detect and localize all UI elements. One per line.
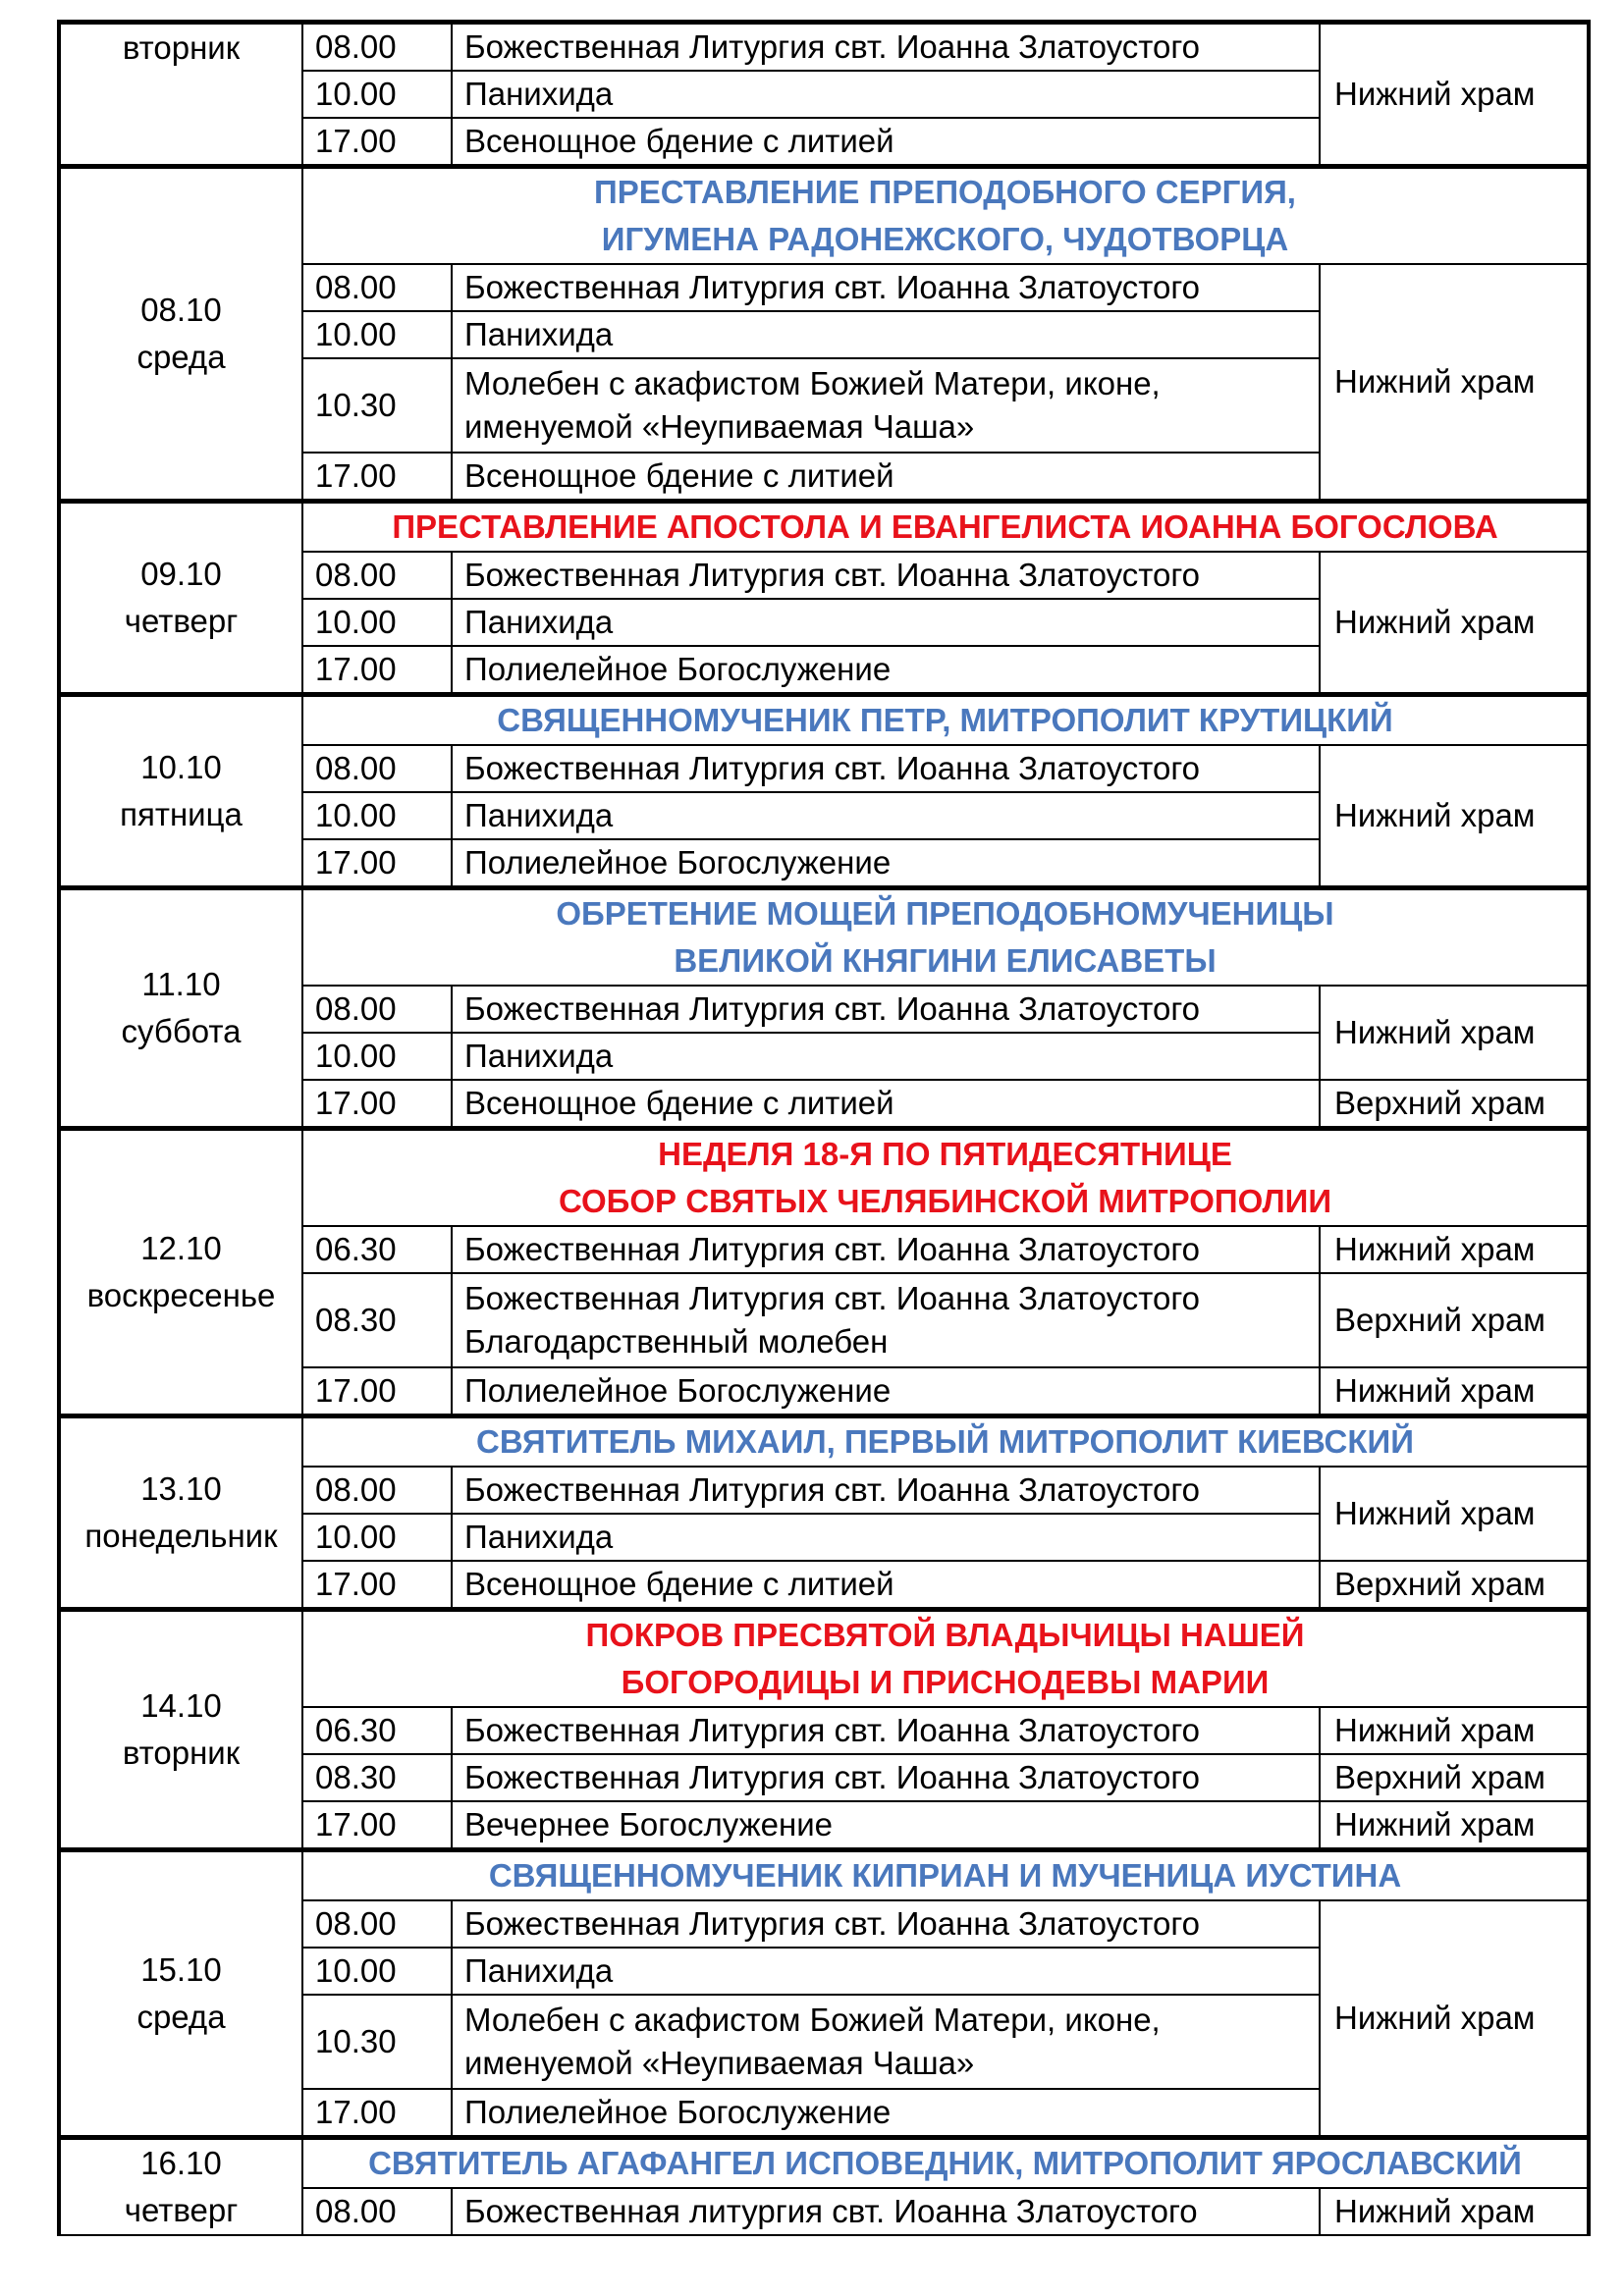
service-time: 10.00 <box>302 1033 452 1080</box>
feast-title-line: ОБРЕТЕНИЕ МОЩЕЙ ПРЕПОДОБНОМУЧЕНИЦЫ <box>556 895 1334 932</box>
service-name <box>452 118 1320 167</box>
feast-title <box>302 1610 1589 1708</box>
service-name <box>452 2089 1320 2138</box>
feast-title <box>302 695 1589 746</box>
service-name-line: Всенощное бдение с литией <box>464 457 894 494</box>
service-location: Нижний храм <box>1320 23 1589 167</box>
service-name-line: именуемой «Неупиваемая Чаша» <box>464 2045 975 2081</box>
service-time: 08.30 <box>302 1273 452 1367</box>
feast-row <box>59 1610 1589 1708</box>
service-name <box>452 1707 1320 1754</box>
day-date: 13.10 <box>140 1470 222 1507</box>
day-cell <box>59 888 302 1129</box>
day-weekday: вторник <box>122 29 241 66</box>
day-weekday: четверг <box>124 603 239 639</box>
service-name <box>452 264 1320 311</box>
service-time: 17.00 <box>302 839 452 888</box>
service-location: Нижний храм <box>1320 552 1589 695</box>
service-location: Верхний храм <box>1320 1080 1589 1129</box>
feast-title-line: ПРЕСТАВЛЕНИЕ ПРЕПОДОБНОГО СЕРГИЯ, <box>594 174 1296 210</box>
service-name <box>452 453 1320 502</box>
service-name-line: Молебен с акафистом Божией Матери, иконе, <box>464 365 1161 401</box>
service-location: Нижний храм <box>1320 264 1589 502</box>
feast-title <box>302 1416 1589 1468</box>
service-location: Верхний храм <box>1320 1273 1589 1367</box>
service-name-line: Полиелейное Богослужение <box>464 651 892 687</box>
service-name <box>452 23 1320 72</box>
service-time: 08.00 <box>302 264 452 311</box>
service-location: Нижний храм <box>1320 745 1589 888</box>
service-schedule-table <box>57 20 1591 2236</box>
service-name-line: Божественная Литургия свт. Иоанна Златоустого <box>464 28 1201 65</box>
day-cell <box>59 1610 302 1850</box>
service-name-line: Панихида <box>464 604 614 640</box>
service-time: 10.00 <box>302 71 452 118</box>
feast-title-line: СОБОР СВЯТЫХ ЧЕЛЯБИНСКОЙ МИТРОПОЛИИ <box>558 1183 1332 1219</box>
service-location: Нижний храм <box>1320 1900 1589 2138</box>
day-date: 11.10 <box>141 966 221 1002</box>
service-name-line: Вечернее Богослужение <box>464 1806 834 1842</box>
service-name-line: Божественная литургия свт. Иоанна Златоустого <box>464 2193 1198 2229</box>
service-name <box>452 2188 1320 2235</box>
service-location: Верхний храм <box>1320 1754 1589 1801</box>
feast-title-line: НЕДЕЛЯ 18-Я ПО ПЯТИДЕСЯТНИЦЕ <box>658 1136 1232 1172</box>
service-time: 10.00 <box>302 311 452 358</box>
service-time: 10.00 <box>302 1948 452 1995</box>
service-location: Нижний храм <box>1320 1801 1589 1850</box>
service-location: Верхний храм <box>1320 1561 1589 1610</box>
service-name <box>452 1080 1320 1129</box>
service-name <box>452 1754 1320 1801</box>
day-cell <box>59 1416 302 1610</box>
service-time: 10.00 <box>302 599 452 646</box>
service-time: 06.30 <box>302 1226 452 1273</box>
service-time: 08.00 <box>302 552 452 599</box>
feast-title-line: СВЯЩЕННОМУЧЕНИК КИПРИАН И МУЧЕНИЦА ИУСТИНА <box>488 1857 1402 1894</box>
day-cell <box>59 695 302 888</box>
service-time: 08.00 <box>302 986 452 1033</box>
service-name-line: Полиелейное Богослужение <box>464 844 892 881</box>
feast-row <box>59 1416 1589 1468</box>
service-time: 10.00 <box>302 1514 452 1561</box>
feast-title <box>302 2138 1589 2189</box>
day-weekday: пятница <box>120 796 243 832</box>
service-time: 08.00 <box>302 2188 452 2235</box>
service-time: 06.30 <box>302 1707 452 1754</box>
service-name-line: Панихида <box>464 797 614 833</box>
service-name-line: Всенощное бдение с литией <box>464 1566 894 1602</box>
service-time: 08.00 <box>302 1467 452 1514</box>
service-name-line: Всенощное бдение с литией <box>464 123 894 159</box>
feast-title <box>302 502 1589 553</box>
feast-row <box>59 167 1589 265</box>
service-time: 08.00 <box>302 1900 452 1948</box>
service-location: Нижний храм <box>1320 1367 1589 1416</box>
day-date: 14.10 <box>140 1687 222 1724</box>
service-name-line: Панихида <box>464 1519 614 1555</box>
service-location: Нижний храм <box>1320 1226 1589 1273</box>
feast-title-line: СВЯТИТЕЛЬ АГАФАНГЕЛ ИСПОВЕДНИК, МИТРОПОЛИТ ЯРОСЛАВСКИЙ <box>368 2145 1522 2181</box>
service-location: Нижний храм <box>1320 986 1589 1080</box>
day-cell <box>59 1129 302 1416</box>
service-name <box>452 358 1320 453</box>
feast-row <box>59 1129 1589 1227</box>
service-time: 17.00 <box>302 1080 452 1129</box>
service-name-line: Молебен с акафистом Божией Матери, иконе, <box>464 2002 1161 2038</box>
feast-title-line: СВЯЩЕННОМУЧЕНИК ПЕТР, МИТРОПОЛИТ КРУТИЦКИЙ <box>497 702 1393 738</box>
service-name <box>452 311 1320 358</box>
service-name-line: Божественная Литургия свт. Иоанна Златоустого <box>464 1471 1201 1508</box>
service-name <box>452 1948 1320 1995</box>
service-time: 08.00 <box>302 23 452 72</box>
service-time: 17.00 <box>302 2089 452 2138</box>
day-weekday: среда <box>136 1999 226 2035</box>
service-name <box>452 839 1320 888</box>
service-name <box>452 552 1320 599</box>
service-time: 10.30 <box>302 1995 452 2089</box>
day-weekday: четверг <box>124 2192 239 2228</box>
service-name-line: Божественная Литургия свт. Иоанна Златоустого <box>464 1712 1201 1748</box>
feast-title <box>302 1850 1589 1901</box>
day-date: 09.10 <box>140 556 222 592</box>
feast-row <box>59 2138 1589 2189</box>
day-cell <box>59 167 302 502</box>
service-name <box>452 1514 1320 1561</box>
feast-title-line: СВЯТИТЕЛЬ МИХАИЛ, ПЕРВЫЙ МИТРОПОЛИТ КИЕВСКИЙ <box>476 1423 1414 1460</box>
service-name-line: Панихида <box>464 316 614 352</box>
day-weekday: понедельник <box>84 1518 278 1554</box>
service-name-line: Божественная Литургия свт. Иоанна Златоустого <box>464 269 1201 305</box>
day-cell <box>59 502 302 695</box>
service-name <box>452 1033 1320 1080</box>
service-name <box>452 792 1320 839</box>
schedule-body <box>59 23 1589 2236</box>
service-name <box>452 646 1320 695</box>
feast-title-line: ВЕЛИКОЙ КНЯГИНИ ЕЛИСАВЕТЫ <box>674 942 1217 979</box>
feast-title-line: ПОКРОВ ПРЕСВЯТОЙ ВЛАДЫЧИЦЫ НАШЕЙ <box>585 1617 1305 1653</box>
service-name <box>452 1561 1320 1610</box>
feast-title-line: ПРЕСТАВЛЕНИЕ АПОСТОЛА И ЕВАНГЕЛИСТА ИОАННА БОГОСЛОВА <box>392 508 1498 545</box>
service-name-line: Полиелейное Богослужение <box>464 2094 892 2130</box>
day-date: 10.10 <box>140 749 222 785</box>
service-name <box>452 1801 1320 1850</box>
service-time: 10.30 <box>302 358 452 453</box>
day-weekday: среда <box>136 339 226 375</box>
service-name <box>452 1226 1320 1273</box>
service-name-line: именуемой «Неупиваемая Чаша» <box>464 408 975 445</box>
service-name-line: Полиелейное Богослужение <box>464 1372 892 1409</box>
feast-title <box>302 167 1589 265</box>
service-time: 08.30 <box>302 1754 452 1801</box>
service-name <box>452 1367 1320 1416</box>
service-name-line: Божественная Литургия свт. Иоанна Златоустого <box>464 557 1201 593</box>
service-name <box>452 745 1320 792</box>
feast-title-line: БОГОРОДИЦЫ И ПРИСНОДЕВЫ МАРИИ <box>621 1664 1270 1700</box>
service-location: Нижний храм <box>1320 1467 1589 1561</box>
day-date: 16.10 <box>140 2145 222 2181</box>
feast-title <box>302 888 1589 987</box>
feast-row <box>59 695 1589 746</box>
service-time: 10.00 <box>302 792 452 839</box>
service-name-line: Панихида <box>464 1952 614 1989</box>
service-name <box>452 986 1320 1033</box>
feast-row <box>59 502 1589 553</box>
day-weekday: суббота <box>121 1013 242 1049</box>
service-location: Нижний храм <box>1320 2188 1589 2235</box>
service-time: 17.00 <box>302 118 452 167</box>
service-name-line: Божественная Литургия свт. Иоанна Златоустого <box>464 750 1201 786</box>
service-name <box>452 1273 1320 1367</box>
service-name <box>452 71 1320 118</box>
service-time: 17.00 <box>302 646 452 695</box>
day-cell <box>59 1850 302 2138</box>
feast-title-line: ИГУМЕНА РАДОНЕЖСКОГО, ЧУДОТВОРЦА <box>601 221 1289 257</box>
service-name-line: Панихида <box>464 76 614 112</box>
service-time: 17.00 <box>302 453 452 502</box>
day-date: 12.10 <box>140 1230 222 1266</box>
service-name-line: Божественная Литургия свт. Иоанна Златоустого <box>464 1231 1201 1267</box>
day-cell <box>59 23 302 167</box>
feast-row <box>59 888 1589 987</box>
day-weekday: вторник <box>122 1735 241 1771</box>
service-time: 17.00 <box>302 1801 452 1850</box>
service-name-line: Божественная Литургия свт. Иоанна Златоустого <box>464 1905 1201 1942</box>
service-name <box>452 1467 1320 1514</box>
service-name-line: Благодарственный молебен <box>464 1323 889 1360</box>
day-date: 08.10 <box>140 292 222 328</box>
service-name-line: Божественная Литургия свт. Иоанна Златоустого <box>464 1280 1201 1316</box>
day-date: 15.10 <box>140 1951 222 1988</box>
service-name <box>452 599 1320 646</box>
day-weekday: воскресенье <box>86 1277 276 1313</box>
day-cell <box>59 2138 302 2236</box>
service-row <box>59 23 1589 72</box>
service-name <box>452 1995 1320 2089</box>
service-name-line: Божественная Литургия свт. Иоанна Златоустого <box>464 1759 1201 1795</box>
service-location: Нижний храм <box>1320 1707 1589 1754</box>
service-name-line: Всенощное бдение с литией <box>464 1085 894 1121</box>
service-time: 08.00 <box>302 745 452 792</box>
service-name-line: Божественная Литургия свт. Иоанна Златоустого <box>464 990 1201 1027</box>
service-name <box>452 1900 1320 1948</box>
service-time: 17.00 <box>302 1367 452 1416</box>
service-name-line: Панихида <box>464 1038 614 1074</box>
feast-title <box>302 1129 1589 1227</box>
service-time: 17.00 <box>302 1561 452 1610</box>
feast-row <box>59 1850 1589 1901</box>
